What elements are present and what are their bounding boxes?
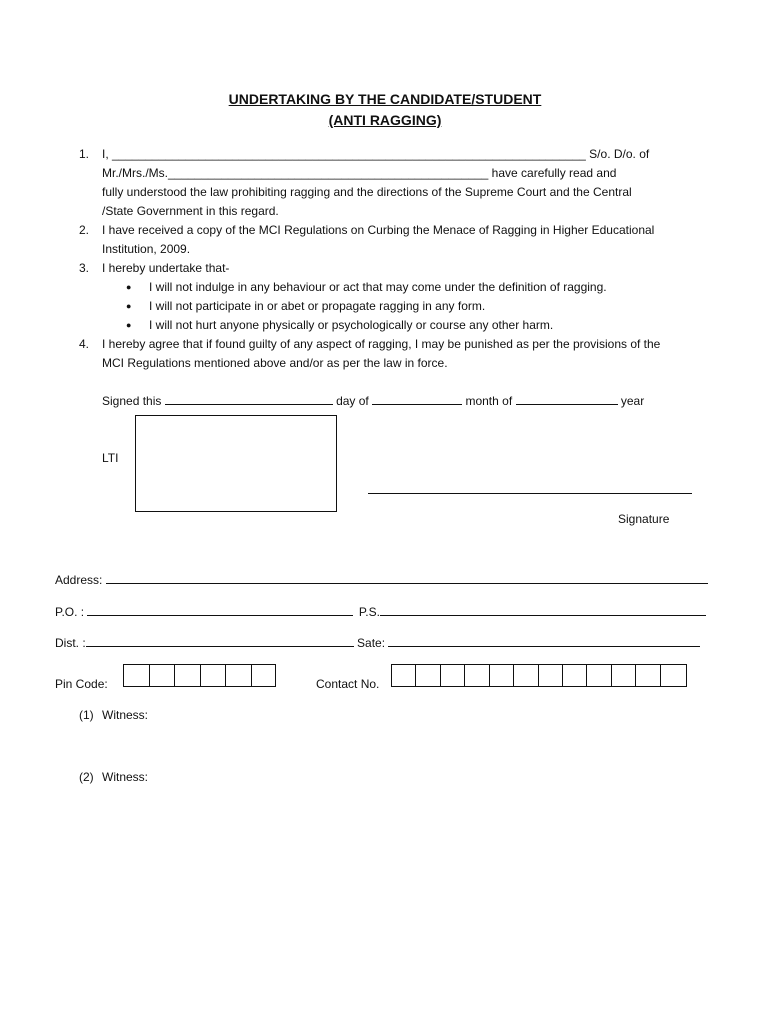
contact-no-boxes[interactable] — [391, 664, 687, 687]
contact-digit-box[interactable] — [465, 665, 489, 686]
signed-line — [102, 393, 644, 409]
contact-digit-box[interactable] — [636, 665, 660, 686]
address-field[interactable] — [106, 572, 708, 584]
signed-date-field[interactable] — [165, 393, 333, 405]
po-field[interactable] — [87, 604, 353, 616]
contact-digit-box[interactable] — [539, 665, 563, 686]
address-label: Address: — [55, 573, 103, 587]
ps-label: P.S. — [358, 605, 380, 619]
form-subtitle: (ANTI RAGGING) — [328, 112, 442, 128]
witness-1-number: (1) — [79, 708, 94, 722]
item-number: 4. — [79, 337, 90, 351]
contact-digit-box[interactable] — [416, 665, 440, 686]
po-ps-row — [55, 604, 706, 620]
contact-digit-box[interactable] — [392, 665, 416, 686]
signature-line[interactable] — [368, 493, 692, 494]
signed-month-label: month of — [465, 394, 513, 408]
contact-digit-box[interactable] — [441, 665, 465, 686]
pin-digit-box[interactable] — [201, 665, 227, 686]
sate-label: Sate: — [357, 636, 386, 650]
address-row — [55, 572, 708, 588]
contact-no-label: Contact No. — [316, 677, 380, 691]
dist-field[interactable] — [86, 635, 354, 647]
witness-1-label: Witness: — [102, 708, 149, 722]
contact-digit-box[interactable] — [587, 665, 611, 686]
item-1-line-2: Mr./Mrs./Ms.________________________________________________ have carefully read and — [102, 166, 617, 180]
form-title: UNDERTAKING BY THE CANDIDATE/STUDENT — [228, 91, 542, 107]
contact-digit-box[interactable] — [514, 665, 538, 686]
item-3-line-1: I hereby undertake that- — [102, 261, 230, 275]
signed-day-label: day of — [336, 394, 369, 408]
item-1-line-4: /State Government in this regard. — [102, 204, 279, 218]
pin-digit-box[interactable] — [175, 665, 201, 686]
signed-prefix: Signed this — [102, 394, 162, 408]
bullet-text: I will not hurt anyone physically or psychologically or course any other harm. — [149, 318, 554, 332]
signature-label: Signature — [618, 512, 670, 526]
item-number: 3. — [79, 261, 90, 275]
contact-digit-box[interactable] — [563, 665, 587, 686]
witness-2-number: (2) — [79, 770, 94, 784]
contact-digit-box[interactable] — [661, 665, 686, 686]
lti-label: LTI — [102, 451, 119, 465]
contact-digit-box[interactable] — [612, 665, 636, 686]
ps-field[interactable] — [380, 604, 706, 616]
dist-sate-row — [55, 635, 700, 651]
contact-digit-box[interactable] — [490, 665, 514, 686]
item-1-line-1: I, _______________________________________________________________________ S/o. D/o. of — [102, 147, 650, 161]
pin-digit-box[interactable] — [252, 665, 276, 686]
bullet-text: I will not indulge in any behaviour or act that may come under the definition of ragging. — [149, 280, 607, 294]
item-2-line-1: I have received a copy of the MCI Regulations on Curbing the Menace of Ragging in Higher Educational — [102, 223, 655, 237]
bullet-icon: ● — [126, 282, 132, 292]
item-4-line-2: MCI Regulations mentioned above and/or as per the law in force. — [102, 356, 448, 370]
pin-code-boxes[interactable] — [123, 664, 276, 687]
sate-field[interactable] — [388, 635, 700, 647]
pin-digit-box[interactable] — [226, 665, 252, 686]
item-number: 1. — [79, 147, 90, 161]
lti-thumb-impression-box[interactable] — [135, 415, 337, 512]
bullet-icon: ● — [126, 320, 132, 330]
pin-code-label: Pin Code: — [55, 677, 108, 691]
item-number: 2. — [79, 223, 90, 237]
item-2-line-2: Institution, 2009. — [102, 242, 191, 256]
signed-month-field[interactable] — [372, 393, 462, 405]
bullet-text: I will not participate in or abet or propagate ragging in any form. — [149, 299, 486, 313]
pin-digit-box[interactable] — [124, 665, 150, 686]
po-label: P.O. : — [55, 605, 85, 619]
item-4-line-1: I hereby agree that if found guilty of any aspect of ragging, I may be punished as per the provisions of the — [102, 337, 661, 351]
signed-year-field[interactable] — [516, 393, 618, 405]
pin-digit-box[interactable] — [150, 665, 176, 686]
dist-label: Dist. : — [55, 636, 86, 650]
signed-year-label: year — [620, 394, 645, 408]
item-1-line-3: fully understood the law prohibiting ragging and the directions of the Supreme Court and the Central — [102, 185, 632, 199]
witness-2-label: Witness: — [102, 770, 149, 784]
bullet-icon: ● — [126, 301, 132, 311]
